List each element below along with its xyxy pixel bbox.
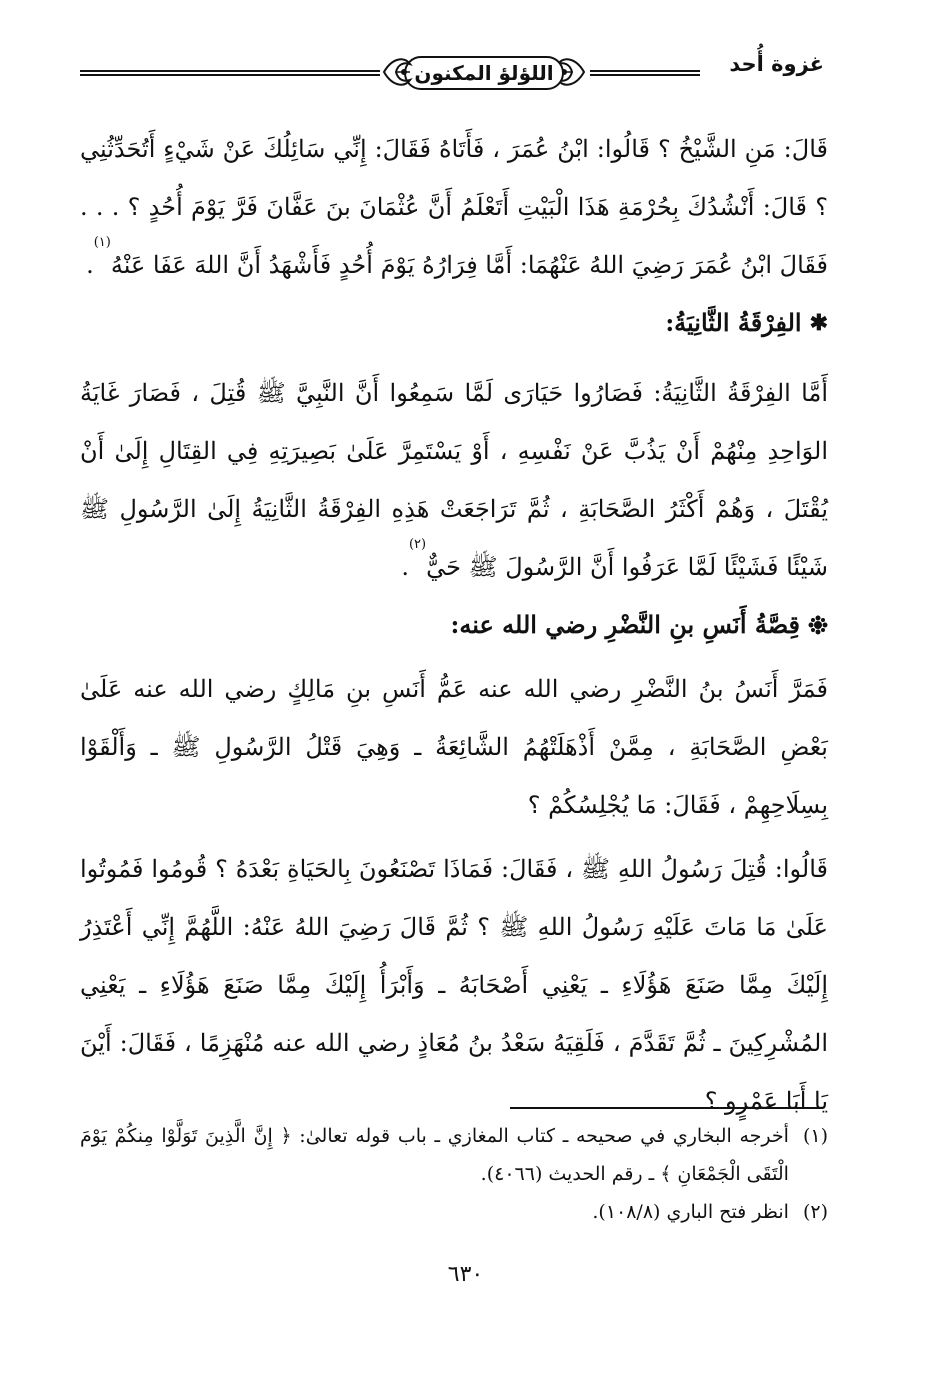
chapter-title: غزوة أُحد xyxy=(729,52,824,76)
footnote-text: انظر فتح الباري (١٠٨/٨). xyxy=(592,1201,789,1223)
footnote-ref: (٢) xyxy=(408,537,427,552)
footnote-ref: (١) xyxy=(93,235,111,250)
footnote-number: (٢) xyxy=(802,1201,828,1223)
header-rule-right xyxy=(590,70,700,76)
paragraph: أَمَّا الفِرْقَةُ الثَّانِيَةُ: فَصَارُوا حَيَارَى لَمَّا سَمِعُوا أَنَّ النَّبِيَّ ﷺ قُتِلَ ، فَصَارَ غَايَةُ الوَاحِدِ مِنْهُمْ أَنْ يَذُبَّ عَنْ نَفْسِهِ ، أَوْ يَسْتَمِرَّ عَلَىٰ بَصِيرَتِهِ فِي القِتَالِ إِلَىٰ أَنْ يُقْتَلَ ، وَهُمْ أَكْثَرُ الصَّحَابَةِ ، ثُمَّ تَرَاجَعَتْ هَذِهِ الفِرْقَةُ الثَّانِيَةُ إِلَىٰ الرَّسُولِ ﷺ شَيْئًا فَشَيْئًا لَمَّا عَرَفُوا أَنَّ الرَّسُولَ ﷺ حَيٌّ$^{(٢)}$. xyxy=(80,379,828,581)
footnote-separator xyxy=(510,1107,820,1109)
book-title: اللؤلؤ المكنون xyxy=(414,61,554,85)
book-title-cartouche xyxy=(384,50,584,96)
page-body xyxy=(80,120,828,1130)
paragraph: قَالَ: مَنِ الشَّيْخُ ؟ قَالُوا: ابْنُ عُمَرَ ، فَأَتَاهُ فَقَالَ: إِنِّي سَائِلُكَ عَنْ شَيْءٍ أَتُحَدِّثُنِي ؟ قَالَ: أَنْشُدُكَ بِحُرْمَةِ هَذَا الْبَيْتِ أَتَعْلَمُ أَنَّ عُثْمَانَ بنَ عَفَّانَ فَرَّ يَوْمَ أُحُدٍ ؟ . . . فَقَالَ ابْنُ عُمَرَ رَضِيَ اللهُ عَنْهُمَا: أَمَّا فِرَارُهُ يَوْمَ أُحُدٍ فَأَشْهَدُ أَنَّ اللهَ عَفَا عَنْهُ$^{(١)}$. xyxy=(80,135,829,279)
section-heading: ✱ الفِرْقَةُ الثَّانِيَةُ: xyxy=(80,294,828,352)
book-title-frame xyxy=(404,56,564,90)
flower-icon xyxy=(808,615,828,635)
running-header xyxy=(80,50,824,98)
footnote-text: أخرجه البخاري في صحيحه ـ كتاب المغازي ـ باب قوله تعالىٰ: ﴿ إِنَّ الَّذِينَ تَوَلَّوْا مِنكُمْ يَوْمَ الْتَقَى الْجَمْعَانِ ﴾ ـ رقم الحديث (٤٠٦٦). xyxy=(80,1125,789,1185)
footnotes xyxy=(80,1117,828,1231)
paragraph: قَالُوا: قُتِلَ رَسُولُ اللهِ ﷺ ، فَقَالَ: فَمَاذَا تَصْنَعُونَ بِالحَيَاةِ بَعْدَهُ ؟ قُومُوا فَمُوتُوا عَلَىٰ مَا مَاتَ عَلَيْهِ رَسُولُ اللهِ ﷺ ؟ ثُمَّ قَالَ رَضِيَ اللهُ عَنْهُ: اللَّهُمَّ إِنِّي أَعْتَذِرُ إِلَيْكَ مِمَّا صَنَعَ هَؤُلَاءِ ـ يَعْنِي أَصْحَابَهُ ـ وَأَبْرَأُ إِلَيْكَ مِمَّا صَنَعَ هَؤُلَاءِ ـ يَعْنِي المُشْرِكِينَ ـ ثُمَّ تَقَدَّمَ ، فَلَقِيَهُ سَعْدُ بنُ مُعَاذٍ رضي الله عنه مُنْهَزِمًا ، فَقَالَ: أَيْنَ يَا أَبَا عَمْرٍو ؟ xyxy=(80,855,829,1115)
footnote xyxy=(80,1193,828,1231)
page-number: ٦٣٠ xyxy=(447,1262,484,1287)
footnote xyxy=(80,1117,828,1193)
paragraph: فَمَرَّ أَنَسُ بنُ النَّضْرِ رضي الله عنه عَمُّ أَنَسِ بنِ مَالِكٍ رضي الله عنه عَلَىٰ بَعْضِ الصَّحَابَةِ ، مِمَّنْ أَذْهَلَتْهُمُ الشَّائِعَةُ ـ وَهِيَ قَتْلُ الرَّسُولِ ﷺ ـ وَأَلْقَوْا بِسِلَاحِهِمْ ، فَقَالَ: مَا يُجْلِسُكُمْ ؟ xyxy=(80,675,828,819)
ornament-icon xyxy=(380,50,414,94)
asterisk-icon: ✱ xyxy=(809,310,828,336)
section-heading: قِصَّةُ أَنَسِ بنِ النَّضْرِ رضي الله عنه: xyxy=(80,596,828,654)
footnote-number: (١) xyxy=(802,1125,828,1147)
header-rule-left xyxy=(80,70,380,76)
